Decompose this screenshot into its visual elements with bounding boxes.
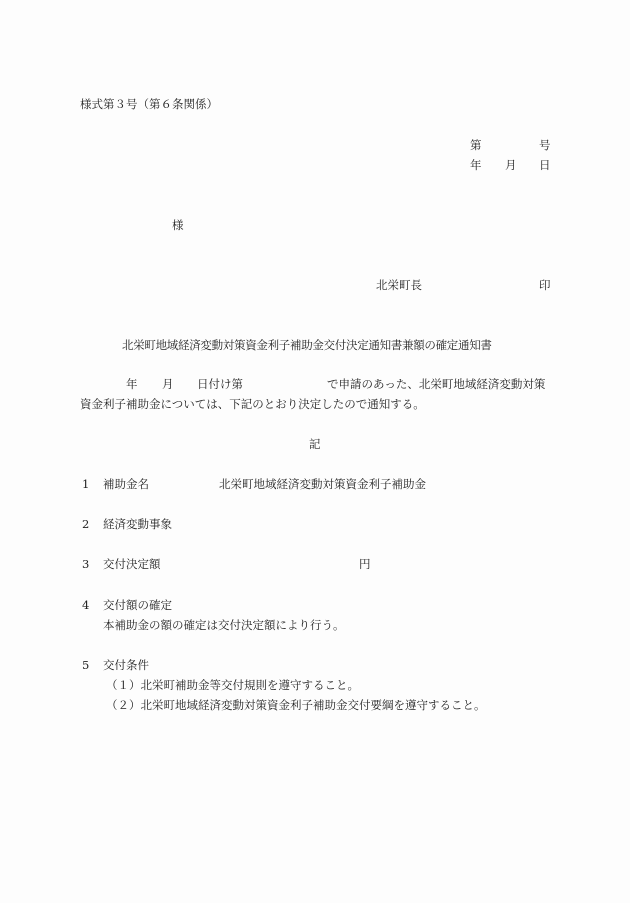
document-title: 北栄町地域経済変動対策資金利子補助金交付決定通知書兼額の確定通知書 xyxy=(122,338,492,352)
item-5-num: 5 xyxy=(82,658,90,672)
doc-number-suffix: 号 xyxy=(539,138,551,152)
doc-number-prefix: 第 xyxy=(470,138,482,152)
item-5-label: 交付条件 xyxy=(103,658,149,672)
condition-1: （１）北栄町補助金等交付規則を遵守すること。 xyxy=(106,678,359,692)
body-year: 年 xyxy=(126,377,138,391)
date-year: 年 xyxy=(470,158,482,172)
body-month: 月 xyxy=(162,377,174,391)
item-4-detail: 本補助金の額の確定は交付決定額により行う。 xyxy=(103,618,345,632)
issuer-title: 北栄町長 xyxy=(376,278,422,292)
item-4-num: 4 xyxy=(82,598,90,612)
item-3-label: 交付決定額 xyxy=(103,557,161,571)
body-date-suffix: 日付け第 xyxy=(197,377,243,391)
body-line1-rest: で申請のあった、北栄町地域経済変動対策 xyxy=(327,377,546,391)
body-line2: 資金利子補助金については、下記のとおり決定したので通知する。 xyxy=(80,397,425,411)
addressee-honorific: 様 xyxy=(172,218,184,232)
condition-2: （２）北栄町地域経済変動対策資金利子補助金交付要綱を遵守すること。 xyxy=(106,698,486,712)
issuer-seal: 印 xyxy=(539,278,551,292)
item-2-label: 経済変動事象 xyxy=(103,517,172,531)
item-4-label: 交付額の確定 xyxy=(103,598,172,612)
item-3-yen: 円 xyxy=(359,557,371,571)
item-2-num: 2 xyxy=(82,517,90,531)
ki-heading: 記 xyxy=(309,437,321,451)
date-month: 月 xyxy=(505,158,517,172)
form-label: 様式第３号（第６条関係） xyxy=(80,97,218,111)
item-3-num: 3 xyxy=(82,557,90,571)
date-day: 日 xyxy=(539,158,551,172)
item-1-num: 1 xyxy=(82,477,90,491)
item-1-label: 補助金名 xyxy=(103,477,149,491)
item-1-value: 北栄町地域経済変動対策資金利子補助金 xyxy=(219,477,426,491)
